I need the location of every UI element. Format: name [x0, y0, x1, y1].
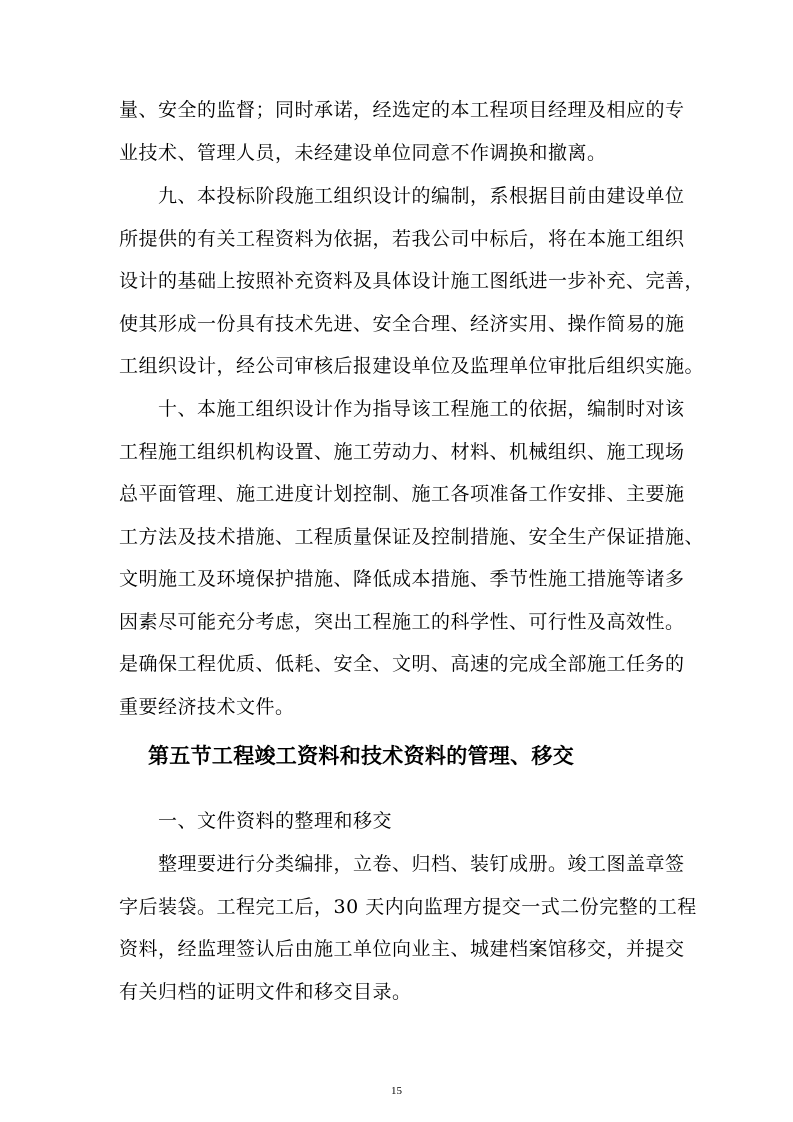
paragraph-2-line-4: 使其形成一份具有技术先进、安全合理、经济实用、操作简易的施: [119, 313, 685, 335]
page-number: 15: [391, 1085, 402, 1097]
paragraph-3-line-5: 文明施工及环境保护措施、降低成本措施、季节性施工措施等诸多: [119, 568, 685, 590]
paragraph-2-line-1: 九、本投标阶段施工组织设计的编制，系根据目前由建设单位: [158, 185, 685, 207]
paragraph-3-line-7: 是确保工程优质、低耗、安全、文明、高速的完成全部施工任务的: [119, 653, 685, 675]
paragraph-3-line-8: 重要经济技术文件。: [119, 696, 295, 718]
paragraph-3-line-2: 工程施工组织机构设置、施工劳动力、材料、机械组织、施工现场: [119, 441, 685, 463]
paragraph-2-line-2: 所提供的有关工程资料为依据，若我公司中标后，将在本施工组织: [119, 228, 685, 250]
paragraph-4-line-3: 资料，经监理签认后由施工单位向业主、城建档案馆移交，并提交: [119, 938, 685, 960]
paragraph-4-line-2: 字后装袋。工程完工后，30 天内向监理方提交一式二份完整的工程: [119, 896, 697, 918]
paragraph-2-line-3: 设计的基础上按照补充资料及具体设计施工图纸进一步补充、完善，: [119, 270, 705, 292]
paragraph-3-line-3: 总平面管理、施工进度计划控制、施工各项准备工作安排、主要施: [119, 483, 685, 505]
paragraph-2-line-5: 工组织设计，经公司审核后报建设单位及监理单位审批后组织实施。: [119, 355, 705, 377]
paragraph-4-line-1: 整理要进行分类编排，立卷、归档、装钉成册。竣工图盖章签: [158, 853, 685, 875]
section-heading: 第五节工程竣工资料和技术资料的管理、移交: [148, 743, 574, 768]
paragraph-1-line-1: 量、安全的监督；同时承诺，经选定的本工程项目经理及相应的专: [119, 99, 685, 121]
paragraph-3-line-1: 十、本施工组织设计作为指导该工程施工的依据，编制时对该: [158, 398, 685, 420]
paragraph-3-line-4: 工方法及技术措施、工程质量保证及控制措施、安全生产保证措施、: [119, 526, 705, 548]
paragraph-1-line-2: 业技术、管理人员，未经建设单位同意不作调换和撤离。: [119, 142, 607, 164]
paragraph-4-line-4: 有关归档的证明文件和移交目录。: [119, 981, 412, 1003]
section-subheading: 一、文件资料的整理和移交: [158, 810, 393, 832]
paragraph-3-line-6: 因素尽可能充分考虑，突出工程施工的科学性、可行性及高效性。: [119, 611, 685, 633]
